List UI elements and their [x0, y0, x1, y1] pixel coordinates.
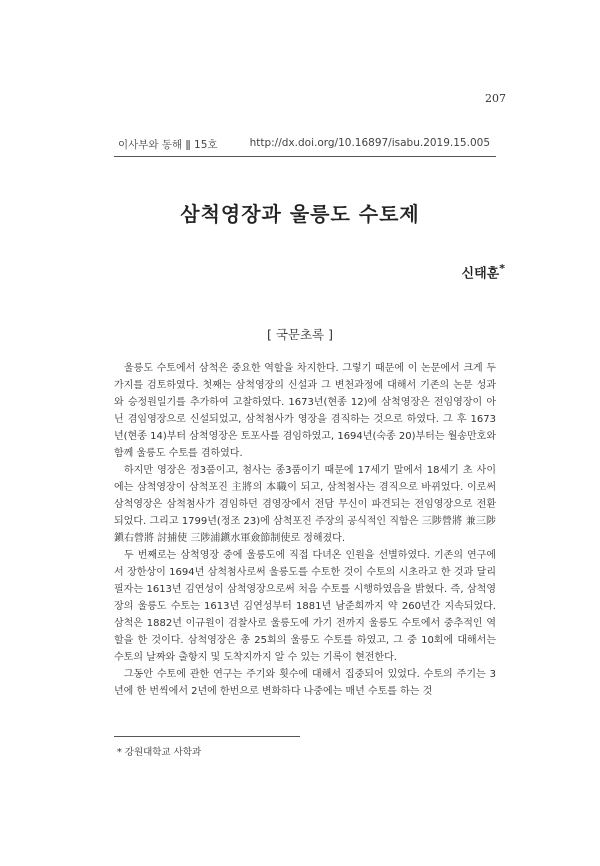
footnote: * 강원대학교 사학과: [117, 747, 202, 758]
abstract-body: [114, 360, 496, 700]
doi-link[interactable]: http://dx.doi.org/10.16897/isabu.2019.15.005: [249, 137, 490, 149]
abstract-paragraph-3: 두 번째로는 삼척영장 중에 울릉도에 직접 다녀온 인원을 선별하였다. 기존의 연구에서 장한상이 1694년 삼척첨사로써 울릉도를 수토한 것이 수토의 시초라고 한 것과 달리 필자는 1613년 김연성이 삼척영장으로써 처음 수토를 시행하였음을 밝혔다. 즉, 삼척영장의 울릉도 수토는 1613년 김연성부터 1881년 남준희까지 약 260년간 지속되었다. 삼척은 1882년 이규원이 검찰사로 울릉도에 가기 전까지 울릉도 수토에서 중추적인 역할을 한 것이다. 삼척영장은 총 25회의 울릉도 수토를 하였고, 그 중 10회에 대해서는 수토의 날짜와 출항지 및 도착지까지 알 수 있는 기록이 현전한다.: [114, 550, 496, 663]
paper-title: 삼척영장과 울릉도 수토제: [180, 202, 420, 226]
abstract-paragraph-4: 그동안 수토에 관한 연구는 주기와 횟수에 대해서 집중되어 있었다. 수토의 주기는 3년에 한 번씩에서 2년에 한번으로 변화하다 나중에는 매년 수토를 하는 것: [114, 669, 496, 697]
header-rule: [114, 156, 496, 157]
author-footnote-mark: *: [499, 262, 505, 275]
abstract-heading: [ 국문초록 ]: [266, 327, 333, 342]
page-number: 207: [485, 92, 506, 105]
author: [462, 262, 505, 281]
abstract-paragraph-2: 하지만 영장은 정3품이고, 첨사는 종3품이기 때문에 17세기 말에서 18세기 초 사이에는 삼척영장이 삼척포진 主將의 本職이 되고, 삼척첨사는 겸직으로 바뀌었다. 이로써 삼척영장은 삼척첨사가 겸임하던 겸영장에서 전담 무신이 파견되는 전임영장으로 전환되었다. 그리고 1799년(정조 23)에 삼척포진 주장의 공식적인 직함은 三陟營將 兼三陟鎭右營將 討捕使 三陟浦鎭水軍僉節制使로 정해졌다.: [114, 465, 496, 544]
author-name: 신태훈: [461, 266, 500, 282]
abstract-paragraph-1: 울릉도 수토에서 삼척은 중요한 역할을 차지한다. 그렇기 때문에 이 논문에서 크게 두 가지를 검토하였다. 첫째는 삼척영장의 신설과 그 변천과정에 대해서 기존의 논문 성과와 승정원일기를 추가하여 고찰하였다. 1673년(현종 12)에 삼척영장은 전임영장이 아닌 겸임영장으로 신설되었고, 삼척첨사가 영장을 겸직하는 것으로 하였다. 그 후 1673년(현종 14)부터 삼척영장은 토포사를 겸임하였고, 1694년(숙종 20)부터는 월송만호와 함께 울릉도 수토를 겸하였다.: [114, 363, 496, 459]
journal-issue: 이사부와 동해 ǁ 15호: [118, 139, 218, 151]
running-head: [118, 137, 490, 152]
footnote-rule: [114, 736, 300, 737]
